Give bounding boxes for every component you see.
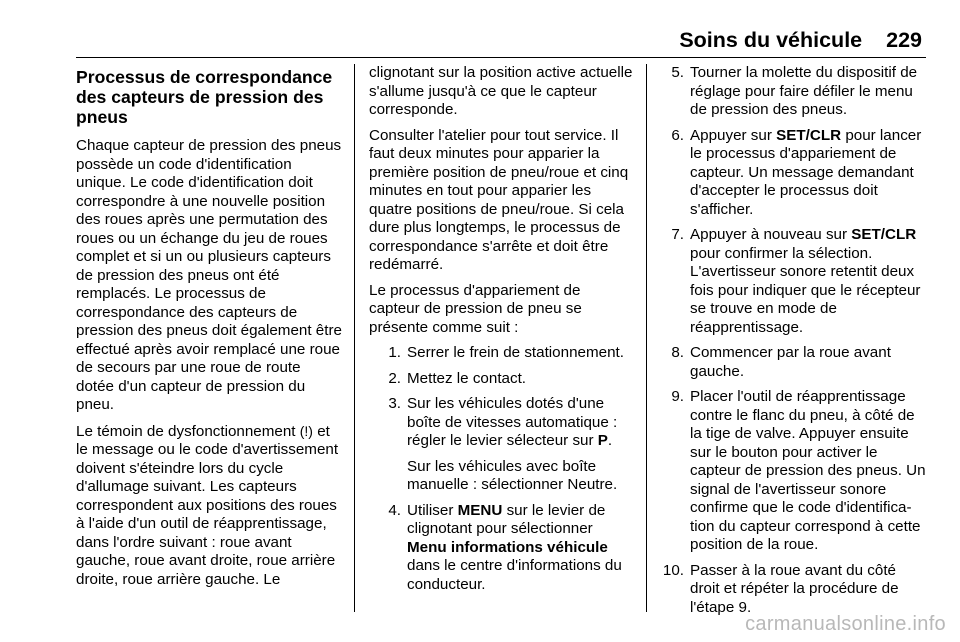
step-text: Commencer par la roue avant gauche. [690,344,891,380]
step-text: Tourner la molette du dispositif de réglage pour faire défiler le menu de pression des pneus. [690,64,918,118]
step-number: 2. [388,369,401,387]
page-number: 229 [886,28,922,52]
list-item [660,388,926,555]
tpms-warning-icon: (!) [299,422,313,439]
watermark: carmanualsonline.info [745,613,946,635]
step-text: Mettez le contact. [407,369,527,387]
paragraph: clignotant sur la position active actuelle s'allume jusqu'à ce que le capteur corresponde. [369,64,633,118]
paragraph: Le processus d'appariement de capteur de pression de pneu se présente comme suit : [369,281,582,336]
step-text: Utiliser [407,501,458,519]
step-text: . [607,432,613,449]
list-item [660,64,926,120]
step-text: pour lancer le processus d'appariement de capteur. Un message demandant d'accepter le processus doit s'afficher. [690,126,922,218]
list-item [660,562,926,618]
section-heading: Processus de correspondance des capteurs de pression des pneus [76,67,333,127]
step-list [369,344,633,594]
step-number: 3. [388,395,401,412]
list-item [377,370,633,389]
step-subtext: Sur les véhicules avec boîte manuelle : sélectionner Neutre. [407,457,618,493]
column-right [660,64,926,624]
step-number: 10. [662,561,684,579]
section-title: Soins du véhicule [679,28,863,52]
step-bold: MENU [457,501,503,519]
paragraph: Consulter l'atelier pour tout service. Il faut deux minutes pour apparier la première position de pneu/roue et cinq minutes en tout pour apparier les quatre positions de pneu/roue. Si cela dure plus longtemps, le processus de correspondance s'arrête et doit être redémarré. [369,126,629,273]
step-text: Sur les véhicules dotés d'une boîte de vitesses automatique : régler le levier sélecteur sur [407,395,618,449]
page-header [679,28,922,53]
step-bold: SET/CLR [776,126,842,144]
step-number: 4. [388,501,401,519]
step-bold: Menu informations véhicule [407,538,608,556]
header-rule [76,57,926,58]
paragraph: Chaque capteur de pression des pneus possède un code d'identification unique. Le code d'identification doit correspondre à une nouvelle position des roues après une permutation des roues ou un échange du jeu de roues complet et si un ou plusieurs capteurs de pression des pneus ont été remplacés. Le processus de correspondance des capteurs de pression des pneus doit également être effectué après avoir remplacé une roue de secours par une roue de route dotée d'un capteur de pression du pneu. [76,137,342,413]
text: et le message ou le code d'avertissement doivent s'éteindre lors du cycle d'allumage suivant. Les capteurs correspondent aux positions des roues à l'aide d'un outil de réapprentissage, dans l'ordre suivant : roue avant gauche, roue avant droite, roue arrière droite, roue arrière gauche. Le [76,422,339,588]
step-number: 7. [671,226,684,243]
list-item [377,502,633,595]
step-bold: SET/CLR [851,226,917,243]
step-text: Passer à la roue avant du côté droit et répéter la procédure de l'étape 9. [690,561,899,616]
step-number: 8. [671,344,684,361]
step-text: Appuyer à nouveau sur [690,226,852,243]
step-number: 6. [671,126,684,144]
step-text: Placer l'outil de réapprentissage contre le flanc du pneu, à côté de la tige de valve. Appuyer ensuite sur le bouton pour activer le capteur de pression des pneus. Un signal de l'avertisseur sonore confirme que le code d'identification du capteur correspond à cette position de la roue. [690,388,926,553]
column-divider [646,64,647,612]
list-item [660,344,926,381]
list-item [660,127,926,220]
step-text: dans le centre d'informations du conducteur. [407,557,622,593]
text: Le témoin de dysfonctionnement [76,422,296,440]
step-text: pour confirmer la sélection. L'avertisseur sonore retentit deux fois pour indiquer que le récepteur se trouve en mode de réapprentissage. [690,244,921,336]
paragraph [76,422,342,590]
column-middle [369,64,633,601]
column-divider [354,64,355,612]
step-number: 9. [671,388,684,405]
step-text: Serrer le frein de stationnement. [407,344,624,361]
list-item [660,226,926,337]
list-item [377,344,633,363]
column-left [76,64,342,596]
step-number: 1. [388,344,401,361]
step-number: 5. [671,64,684,81]
step-text: sur le levier de clignotant pour sélectionner [407,501,606,537]
list-item [377,395,633,495]
step-bold: P [597,432,608,449]
step-text: Appuyer sur [690,126,777,144]
step-list [660,64,926,617]
